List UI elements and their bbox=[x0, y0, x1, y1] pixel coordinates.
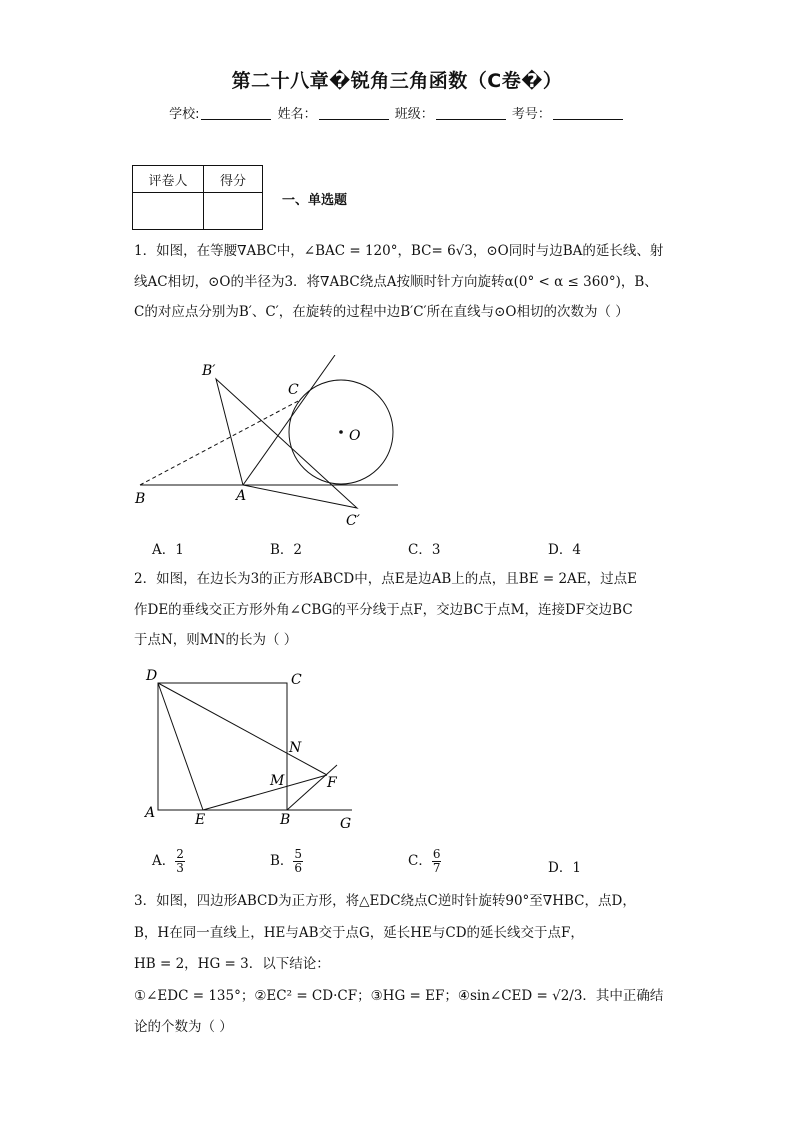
q2-option-d-value: 1 bbox=[572, 860, 581, 876]
q2-label-f: F bbox=[327, 775, 337, 791]
reviewer-cell[interactable] bbox=[133, 193, 204, 230]
q2-option-b-num: 5 bbox=[294, 847, 303, 861]
q2-option-c-fraction bbox=[432, 848, 442, 875]
q2-option-a-den: 3 bbox=[176, 861, 184, 875]
id-label: 考号： bbox=[511, 107, 551, 122]
q2-option-b-fraction bbox=[293, 848, 303, 875]
q2-label-e: E bbox=[195, 812, 206, 828]
q1-options bbox=[152, 538, 632, 558]
q2-label-n: N bbox=[289, 740, 302, 756]
q2-segment-df bbox=[158, 683, 327, 775]
q2-option-c[interactable] bbox=[408, 848, 441, 875]
q3-line-1: 3．如图，四边形ABCD为正方形，将△EDC绕点C逆时针旋转90°至∇HBC，点D， bbox=[134, 893, 636, 909]
school-blank[interactable] bbox=[201, 107, 271, 120]
q1-line-1: 1．如图，在等腰∇ABC中，∠BAC = 120°，BC= 6√3，⊙O同时与边BA的延长线、射 bbox=[134, 243, 664, 259]
q2-option-b-den: 6 bbox=[294, 861, 303, 875]
q2-square bbox=[158, 683, 287, 810]
q1-line-2: 线AC相切，⊙O的半径为3．将∇ABC绕点A按顺时针方向旋转α(0° < α ≤ 360°)，B、 bbox=[134, 273, 658, 290]
q1-label-c: C bbox=[288, 382, 299, 398]
q3-line-2: B，H在同一直线上，HE与AB交于点G，延长HE与CD的延长线交于点F， bbox=[134, 924, 584, 941]
q2-label-c: C bbox=[291, 672, 302, 688]
student-info-line bbox=[0, 103, 794, 122]
reviewer-header: 评卷人 bbox=[133, 166, 204, 193]
q2-option-d-letter: D． bbox=[548, 860, 573, 876]
id-blank[interactable] bbox=[553, 107, 623, 120]
q1-option-d[interactable]: D．4 bbox=[548, 542, 581, 558]
q2-line-1: 2．如图，在边长为3的正方形ABCD中，点E是边AB上的点，且BE = 2AE，过点E bbox=[134, 571, 637, 587]
q1-label-cp: C′ bbox=[346, 513, 360, 529]
q2-option-d[interactable] bbox=[548, 856, 581, 876]
page-title: 第二十八章�锐角三角函数（C卷�） bbox=[231, 70, 563, 92]
q2-segment-de bbox=[158, 683, 203, 810]
class-blank[interactable] bbox=[436, 107, 506, 120]
q2-label-b: B bbox=[280, 812, 291, 828]
q2-option-c-den: 7 bbox=[432, 861, 441, 875]
q1-option-c[interactable]: C．3 bbox=[408, 542, 441, 558]
q2-option-c-letter: C． bbox=[408, 853, 432, 869]
q2-label-m: M bbox=[270, 773, 285, 789]
q2-option-a[interactable] bbox=[152, 848, 185, 875]
q2-option-a-num: 2 bbox=[176, 847, 184, 861]
q1-line-3: C的对应点分别为B′、C′，在旋转的过程中边B′C′所在直线与⊙O相切的次数为（ ） bbox=[134, 304, 629, 320]
class-label: 班级： bbox=[394, 107, 434, 122]
q1-label-bp: B′ bbox=[202, 363, 216, 379]
q1-option-b[interactable]: B．2 bbox=[270, 542, 303, 558]
q2-line-3: 于点N，则MN的长为（ ） bbox=[134, 632, 298, 648]
q1-dashed-bc bbox=[140, 400, 300, 485]
q1-center-o bbox=[339, 430, 343, 434]
question-2-figure bbox=[140, 665, 365, 835]
question-1-figure bbox=[130, 355, 420, 530]
name-label: 姓名： bbox=[277, 107, 317, 122]
question-2-text bbox=[134, 564, 674, 656]
score-header: 得分 bbox=[204, 166, 263, 193]
q2-option-c-num: 6 bbox=[432, 847, 441, 861]
question-1-text bbox=[134, 236, 674, 328]
q2-segment-ef bbox=[203, 775, 327, 810]
q1-ray-ac bbox=[243, 355, 335, 485]
q2-option-b-letter: B． bbox=[270, 853, 294, 869]
score-table bbox=[132, 165, 263, 230]
q3-line-5: 论的个数为（ ） bbox=[134, 1019, 233, 1035]
q3-line-3: HB = 2，HG = 3．以下结论： bbox=[134, 956, 330, 972]
q2-label-d: D bbox=[146, 668, 158, 684]
section-title: 一、单选题 bbox=[282, 193, 348, 208]
name-blank[interactable] bbox=[319, 107, 389, 120]
school-label: 学校: bbox=[169, 107, 200, 122]
q2-option-a-letter: A． bbox=[152, 853, 176, 869]
q1-label-b: B bbox=[135, 491, 146, 507]
question-3-text bbox=[134, 886, 674, 1044]
q2-label-g: G bbox=[340, 816, 352, 832]
q2-option-b[interactable] bbox=[270, 848, 303, 875]
score-cell[interactable] bbox=[204, 193, 263, 230]
q2-label-a: A bbox=[145, 805, 156, 821]
q1-label-a: A bbox=[236, 488, 247, 504]
q1-option-a[interactable]: A．1 bbox=[152, 542, 184, 558]
q2-option-a-fraction bbox=[175, 848, 185, 875]
q1-label-o: O bbox=[349, 428, 361, 444]
q2-line-2: 作DE的垂线交正方形外角∠CBG的平分线于点F，交边BC于点M，连接DF交边BC bbox=[134, 601, 633, 618]
q2-options bbox=[152, 848, 632, 880]
q3-line-4: ①∠EDC = 135°；②EC² = CD·CF；③HG = EF；④sin∠CED = √2/3．其中正确结 bbox=[134, 987, 664, 1004]
